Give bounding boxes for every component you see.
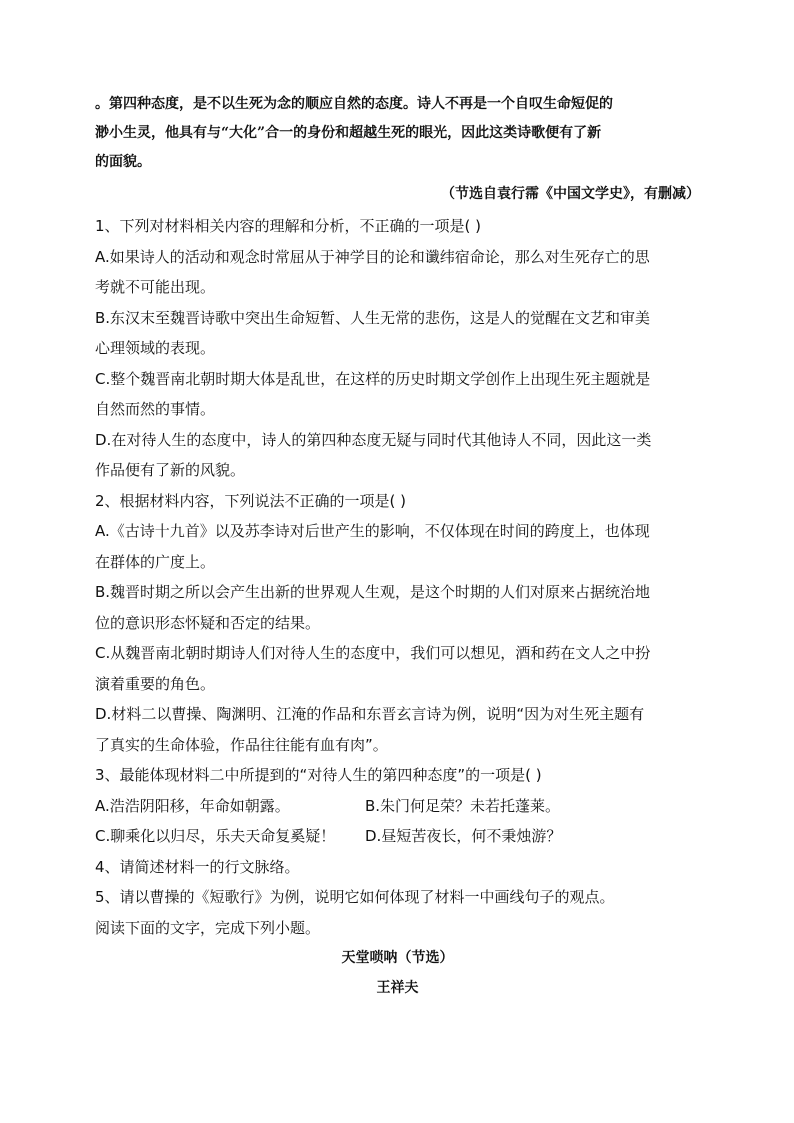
option-a-line: 考就不可能出现。 — [95, 278, 216, 296]
option-d-line: 了真实的生命体验，作品往往能有血有肉”。 — [95, 735, 388, 754]
option-b-line: 心理领域的表现。 — [95, 339, 216, 357]
question-2 — [95, 486, 700, 761]
reading-instruction: 阅读下面的文字，完成下列小题。 — [95, 918, 321, 937]
option-d-line: D.材料二以曹操、陶渊明、江淹的作品和东晋玄言诗为例，说明“因为对生死主题有 — [95, 705, 645, 723]
option-c-line: 自然而然的事情。 — [95, 400, 216, 418]
option-row — [95, 791, 700, 822]
question-stem: 2、根据材料内容，下列说法不正确的一项是( ) — [95, 491, 407, 510]
passage-line: 渺小生灵，他具有与“大化”合一的身份和超越生死的眼光，因此这类诗歌便有了新 — [95, 125, 602, 141]
question-stem: 1、下列对材料相关内容的理解和分析，不正确的一项是( ) — [95, 217, 482, 235]
passage-line: 。第四种态度，是不以生死为念的顺应自然的态度。诗人不再是一个自叹生命短促的 — [95, 96, 613, 112]
question-4: 4、请简述材料一的行文脉络。 — [95, 857, 300, 876]
option-c-line: C.整个魏晋南北朝时期大体是乱世，在这样的历史时期文学创作上出现生死主题就是 — [95, 369, 651, 388]
option-c: C.聊乘化以归尽，乐夫天命复奚疑！ — [95, 827, 336, 845]
option-d: D.昼短苦夜长，何不秉烛游？ — [365, 827, 562, 845]
next-text-author: 王祥夫 — [376, 980, 419, 996]
question-stem: 3、最能体现材料二中所提到的“对待人生的第四种态度”的一项是( ) — [95, 766, 542, 784]
option-b-line: B.东汉末至魏晋诗歌中突出生命短暂、人生无常的悲伤，这是人的觉醒在文艺和审美 — [95, 308, 651, 327]
question-1 — [95, 211, 700, 486]
option-a-line: A.如果诗人的活动和观念时常屈从于神学目的论和谶纬宿命论，那么对生死存亡的思 — [95, 247, 650, 266]
option-a: A.浩浩阴阳移，年命如朝露。 — [95, 796, 290, 815]
document-page — [95, 90, 700, 1003]
option-d-line: D.在对待人生的态度中，诗人的第四种态度无疑与同时代其他诗人不同，因此这一类 — [95, 430, 652, 449]
question-3 — [95, 760, 700, 852]
option-a-line: 在群体的广度上。 — [95, 552, 216, 571]
option-c-line: C.从魏晋南北朝时期诗人们对待人生的态度中，我们可以想见，酒和药在文人之中扮 — [95, 644, 651, 662]
option-row — [95, 821, 700, 852]
passage-line: 的面貌。 — [95, 154, 151, 170]
option-d-line: 作品便有了新的风貌。 — [95, 461, 246, 479]
passage — [95, 90, 700, 211]
option-a-line: A.《古诗十九首》以及苏李诗对后世产生的影响，不仅体现在时间的跨度上，也体现 — [95, 522, 650, 540]
passage-source: （节选自袁行霈《中国文学史》，有删减） — [441, 186, 700, 202]
question-5: 5、请以曹操的《短歌行》为例，说明它如何体现了材料一中画线句子的观点。 — [95, 888, 615, 906]
option-b-line: B.魏晋时期之所以会产生出新的世界观人生观，是这个时期的人们对原来占据统治地 — [95, 583, 651, 601]
next-text-title: 天堂唢呐（节选） — [341, 950, 454, 966]
option-b-line: 位的意识形态怀疑和否定的结果。 — [95, 613, 321, 632]
option-b: B.朱门何足荣？未若托蓬莱。 — [365, 796, 561, 815]
option-c-line: 演着重要的角色。 — [95, 674, 216, 693]
